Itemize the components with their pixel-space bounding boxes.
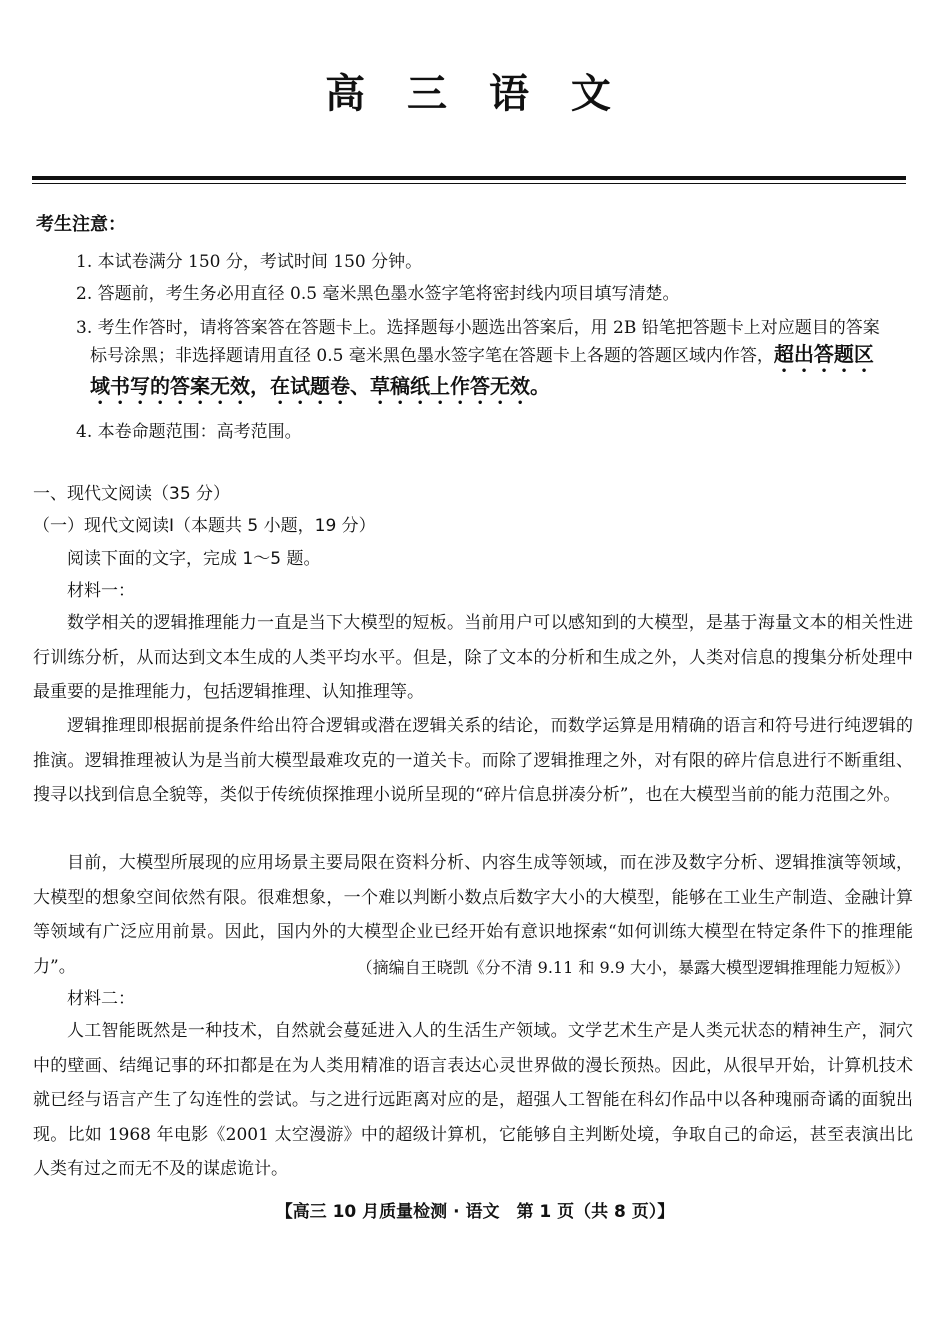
notice-heading: 考生注意： (36, 214, 126, 235)
reading-instruction: 阅读下面的文字，完成 1～5 题。 (67, 549, 321, 569)
material-1-paragraph-3: 目前，大模型所展现的应用场景主要局限在资料分析、内容生成等领域，而在涉及数字分析、逻辑推演等领域，大模型的想象空间依然有限。很难想象，一个难以判断小数点后数字大小的大模型，能够在工业生产制造、金融计算等领域有广泛应用前景。因此，国内外的大模型企业已经开始有意识地探索“如何训练大模型在特定条件下的推理能力”。 (33, 853, 913, 977)
header-rule-thin (32, 183, 906, 184)
notice-item-3-line-3 (90, 374, 550, 409)
material-1-label: 材料一： (67, 581, 135, 601)
page-footer: 【高三 10 月质量检测 · 语文 第 1 页（共 8 页）】 (275, 1202, 675, 1222)
material-1-source: （摘编自王晓凯《分不清 9.11 和 9.9 大小，暴露大模型逻辑推理能力短板》） (356, 958, 910, 977)
page-title: 高 三 语 文 (325, 71, 625, 117)
notice-item-3-plain-text: 标号涂黑；非选择题请用直径 0.5 毫米黑色墨水签字笔在答题卡上各题的答题区域内作答， (90, 346, 774, 366)
notice-item-2: 2. 答题前，考生务必用直径 0.5 毫米黑色墨水签字笔将密封线内项目填写清楚。 (76, 284, 680, 304)
material-1-paragraph-1: 数学相关的逻辑推理能力一直是当下大模型的短板。当前用户可以感知到的大模型，是基于海量文本的相关性进行训练分析，从而达到文本生成的人类平均水平。但是，除了文本的分析和生成之外，人类对信息的搜集分析处理中最重要的是推理能力，包括逻辑推理、认知推理等。 (33, 613, 913, 702)
material-2-paragraph-1: 人工智能既然是一种技术，自然就会蔓延进入人的生活生产领域。文学艺术生产是人类元状态的精神生产，洞穴中的壁画、结绳记事的环扣都是在为人类用精准的语言表达心灵世界做的漫长预热。因此，从很早开始，计算机技术就已经与语言产生了勾连性的尝试。与之进行远距离对应的是，超强人工智能在科幻作品中以各种瑰丽奇谲的面貌出现。比如 1968 年电影《2001 太空漫游》中的超级计算机，它能够自主判断处境，争取自己的命运，甚至表演出比人类有过之而无不及的谋虑诡计。 (33, 1021, 913, 1179)
section-heading: 一、现代文阅读（35 分） (33, 484, 231, 504)
subsection-heading: （一）现代文阅读Ⅰ（本题共 5 小题，19 分） (33, 516, 376, 536)
notice-item-4: 4. 本卷命题范围：高考范围。 (76, 422, 302, 442)
notice-item-3-line-2 (90, 342, 874, 377)
notice-emphasis-text-2: 域书写的答案无效，在试题卷、草稿纸上作答无效。 (90, 374, 550, 398)
notice-item-3-line-1: 3. 考生作答时，请将答案答在答题卡上。选择题每小题选出答案后，用 2B 铅笔把答题卡上对应题目的答案 (76, 318, 880, 338)
notice-item-1: 1. 本试卷满分 150 分，考试时间 150 分钟。 (76, 252, 423, 272)
header-rule-thick (32, 176, 906, 180)
material-2-label: 材料二： (67, 989, 135, 1009)
material-1-paragraph-2: 逻辑推理即根据前提条件给出符合逻辑或潜在逻辑关系的结论，而数学运算是用精确的语言和符号进行纯逻辑的推演。逻辑推理被认为是当前大模型最难攻克的一道关卡。而除了逻辑推理之外，对有限的碎片信息进行不断重组、搜寻以找到信息全貌等，类似于传统侦探推理小说所呈现的“碎片信息拼凑分析”，也在大模型当前的能力范围之外。 (33, 716, 913, 805)
notice-emphasis-text: 超出答题区 (773, 342, 874, 366)
